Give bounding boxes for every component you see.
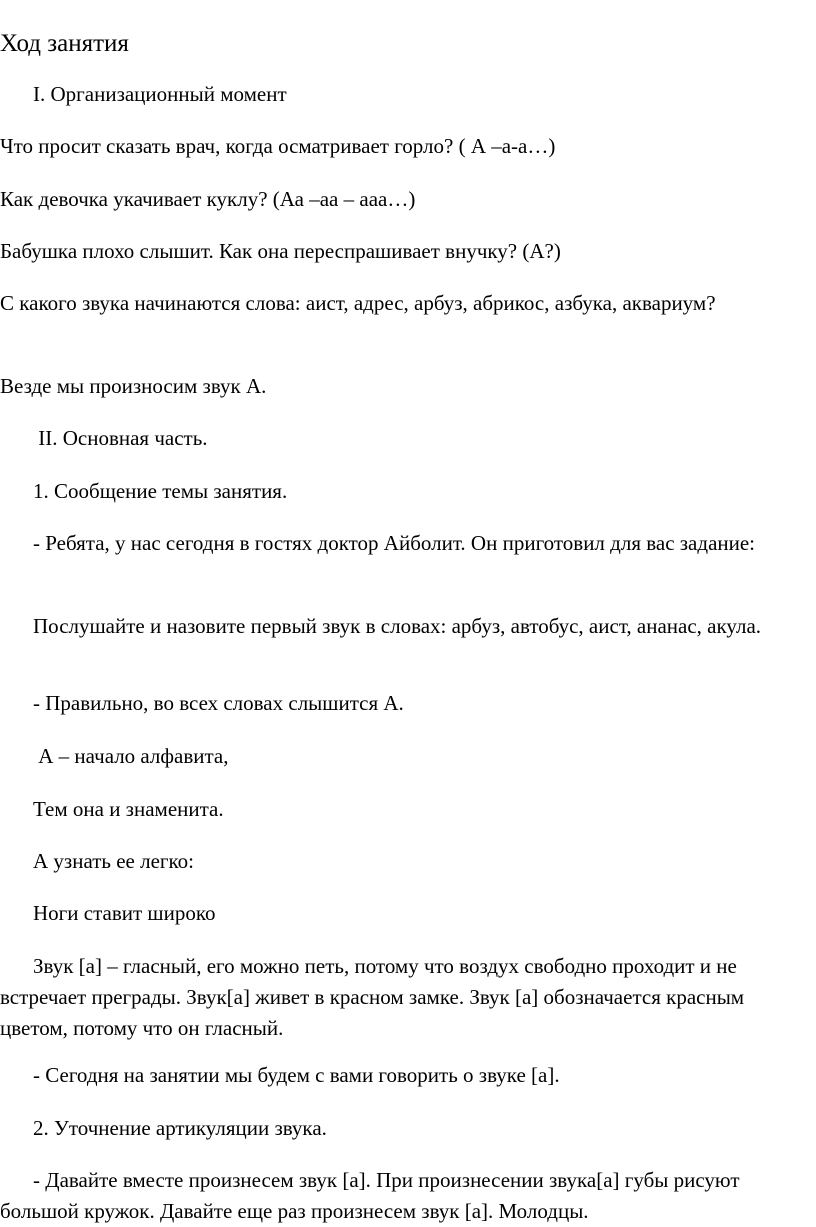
poem-line-1: А – начало алфавита,: [33, 744, 229, 768]
subsection-topic: 1. Сообщение темы занятия.: [33, 479, 288, 503]
lesson-goal: - Сегодня на занятии мы будем с вами говорить о звуке [а].: [33, 1063, 560, 1087]
statement-sound-a: Везде мы произносим звук А.: [0, 374, 267, 398]
poem-line-4: Ноги ставит широко: [33, 901, 216, 925]
subsection-articulation: 2. Уточнение артикуляции звука.: [33, 1116, 327, 1140]
document-title: Ход занятия: [0, 30, 129, 57]
question-first-sound: С какого звука начинаются слова: аист, адрес, арбуз, абрикос, азбука, аквариум?: [0, 291, 716, 315]
articulation-exercise: - Давайте вместе произнесем звук [а]. При произнесении звука[а] губы рисуют большой кружок. Давайте еще раз произнесем звук [а]. Молодцы.: [0, 1168, 740, 1223]
question-doctor: Что просит сказать врач, когда осматривает горло? ( А –а-а…): [0, 134, 556, 158]
vowel-explanation: Звук [а] – гласный, его можно петь, потому что воздух свободно проходит и не встречает преграды. Звук[а] живет в красном замке. Звук [а] обозначается красным цветом, потому что он гласный.: [0, 954, 745, 1040]
teacher-intro: - Ребята, у нас сегодня в гостях доктор Айболит. Он приготовил для вас задание:: [33, 531, 756, 555]
section-heading-main: II. Основная часть.: [33, 426, 208, 450]
listening-task: Послушайте и назовите первый звук в словах: арбуз, автобус, аист, ананас, акула.: [33, 614, 762, 638]
section-heading-organizational: I. Организационный момент: [33, 82, 287, 106]
poem-line-2: Тем она и знаменита.: [33, 797, 224, 821]
question-grandma: Бабушка плохо слышит. Как она переспрашивает внучку? (А?): [0, 239, 561, 263]
teacher-confirmation: - Правильно, во всех словах слышится А.: [33, 691, 404, 715]
poem-line-3: А узнать ее легко:: [33, 849, 195, 873]
question-doll: Как девочка укачивает куклу? (Аа –аа – ааа…): [0, 187, 416, 211]
